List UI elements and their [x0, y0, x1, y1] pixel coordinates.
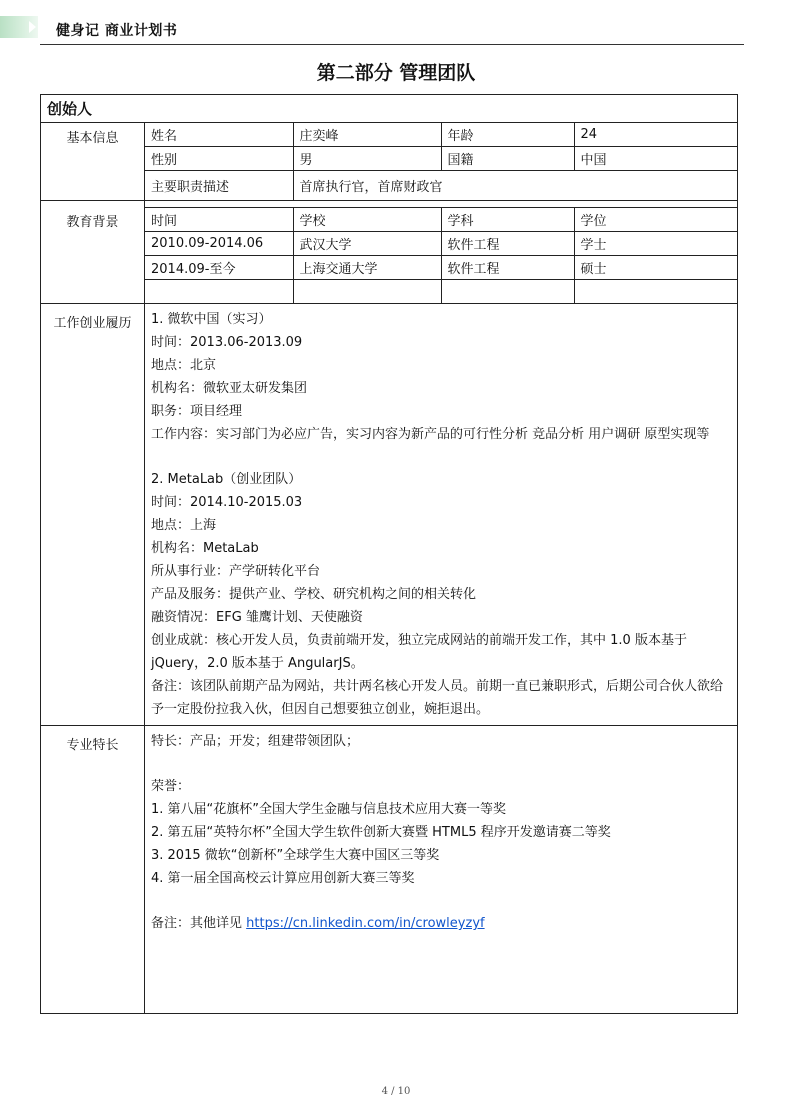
job2-funding: 融资情况：EFG 雏鹰计划、天使融资 — [151, 610, 363, 625]
edu-cell: 2014.09-至今 — [145, 256, 293, 280]
edu-cell: 硕士 — [574, 256, 737, 280]
edu-header-time: 时间 — [145, 208, 293, 232]
edu-cell — [145, 280, 293, 304]
header-divider — [40, 44, 744, 45]
basic-info-row — [41, 123, 738, 201]
edu-cell — [441, 280, 574, 304]
job2-industry: 所从事行业：产学研转化平台 — [151, 564, 321, 579]
edu-cell: 武汉大学 — [293, 232, 441, 256]
founder-table — [40, 94, 738, 1014]
education-row — [41, 201, 738, 304]
profile-note-prefix: 备注：其他详见 — [151, 916, 247, 931]
job2-achievement: 创业成就：核心开发人员，负责前端开发，独立完成网站的前端开发工作，其中 1.0 版本基于 jQuery，2.0 版本基于 AngularJS。 — [151, 633, 687, 671]
edu-header-major: 学科 — [441, 208, 574, 232]
nationality-value: 中国 — [574, 147, 737, 171]
duty-value: 首席执行官，首席财政官 — [293, 171, 737, 201]
table-row — [145, 232, 737, 256]
honor-item: 4. 第一届全国高校云计算应用创新大赛三等奖 — [151, 871, 415, 886]
specialty-text: 特长：产品；开发；组建带领团队； — [151, 734, 360, 749]
job1-org: 机构名：微软亚太研发集团 — [151, 381, 308, 396]
job2-product: 产品及服务：提供产业、学校、研究机构之间的相关转化 — [151, 587, 477, 602]
work-row — [41, 304, 738, 726]
name-value: 庄奕峰 — [293, 123, 441, 147]
education-table — [145, 207, 737, 303]
job1-time: 时间：2013.06-2013.09 — [151, 335, 303, 350]
edu-cell: 软件工程 — [441, 256, 574, 280]
edu-header-school: 学校 — [293, 208, 441, 232]
edu-cell — [574, 280, 737, 304]
work-history — [145, 304, 737, 725]
education-label: 教育背景 — [41, 201, 145, 304]
nationality-label: 国籍 — [441, 147, 574, 171]
edu-cell: 上海交通大学 — [293, 256, 441, 280]
job1-title: 1. 微软中国（实习） — [151, 312, 272, 327]
gender-label: 性别 — [145, 147, 293, 171]
duty-label: 主要职责描述 — [145, 171, 293, 201]
job2-org: 机构名：MetaLab — [151, 541, 259, 556]
edu-cell: 软件工程 — [441, 232, 574, 256]
skills-label: 专业特长 — [41, 726, 145, 1014]
section-title: 创始人 — [41, 95, 738, 123]
honor-item: 3. 2015 微软“创新杯”全球学生大赛中国区三等奖 — [151, 848, 440, 863]
job2-note: 备注：该团队前期产品为网站，共计两名核心开发人员。前期一直已兼职形式，后期公司合伙人欲给予一定股份拉我入伙，但因自己想要独立创业，婉拒退出。 — [151, 679, 724, 717]
job2-time: 时间：2014.10-2015.03 — [151, 495, 303, 510]
job2-title: 2. MetaLab（创业团队） — [151, 472, 302, 487]
table-row — [145, 280, 737, 304]
header-title: 健身记 商业计划书 — [56, 23, 178, 39]
linkedin-link[interactable]: https://cn.linkedin.com/in/crowleyzyf — [246, 916, 485, 931]
age-label: 年龄 — [441, 123, 574, 147]
honor-item: 2. 第五届“英特尔杯”全国大学生软件创新大赛暨 HTML5 程序开发邀请赛二等奖 — [151, 825, 611, 840]
age-value: 24 — [574, 123, 737, 147]
edu-cell: 学士 — [574, 232, 737, 256]
basic-info-label: 基本信息 — [41, 123, 145, 201]
document-title: 第二部分 管理团队 — [316, 62, 476, 84]
job1-place: 地点：北京 — [151, 358, 217, 373]
job1-content: 工作内容：实习部门为必应广告，实习内容为新产品的可行性分析 竞品分析 用户调研 原型实现等 — [151, 427, 710, 442]
honors-label: 荣誉： — [151, 779, 191, 794]
skills-content — [145, 726, 737, 939]
work-label: 工作创业履历 — [41, 304, 145, 726]
gender-value: 男 — [293, 147, 441, 171]
profile-note — [151, 912, 725, 935]
page-number: 4 / 10 — [381, 1086, 411, 1097]
edu-cell — [293, 280, 441, 304]
honor-item: 1. 第八届“花旗杯”全国大学生金融与信息技术应用大赛一等奖 — [151, 802, 507, 817]
job1-role: 职务：项目经理 — [151, 404, 243, 419]
job2-place: 地点：上海 — [151, 518, 217, 533]
name-label: 姓名 — [145, 123, 293, 147]
skills-row — [41, 726, 738, 1014]
edu-header-degree: 学位 — [574, 208, 737, 232]
header-logo — [0, 16, 38, 38]
edu-cell: 2010.09-2014.06 — [145, 232, 293, 256]
basic-info-table — [145, 123, 737, 200]
table-row — [145, 256, 737, 280]
